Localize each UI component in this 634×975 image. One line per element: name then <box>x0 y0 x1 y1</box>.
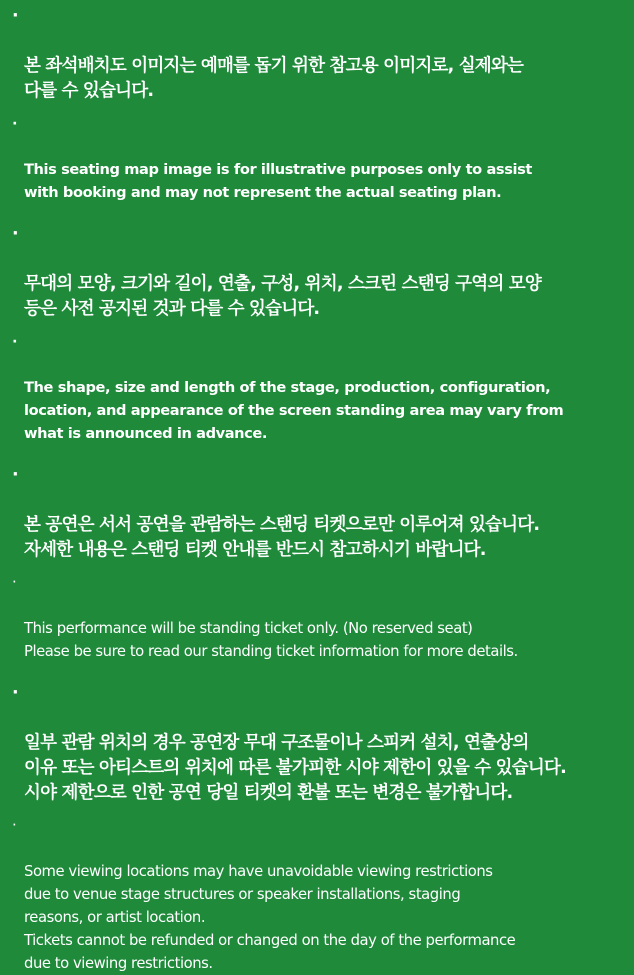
bullet: · <box>12 465 18 485</box>
notice-stage-en <box>12 330 624 445</box>
notice-seating-ko <box>12 4 624 104</box>
notice-standing-en <box>12 571 624 663</box>
notice-text: This seating map image is for illustrative purposes only to assist with booking and may not represent the actual seating plan. <box>24 161 532 201</box>
bullet: · <box>12 115 18 132</box>
notice-text: 무대의 모양, 크기와 길이, 연출, 구성, 위치, 스크린 스탠딩 구역의 모양 등은 사전 공지된 것과 다를 수 있습니다. <box>24 274 541 319</box>
bullet: · <box>12 817 17 834</box>
bullet: · <box>12 574 17 591</box>
notice-text: 본 공연은 서서 공연을 관람하는 스탠딩 티켓으로만 이루어져 있습니다. 자세한 내용은 스탠딩 티켓 안내를 반드시 참고하시기 바랍니다. <box>24 515 540 560</box>
bullet: · <box>12 333 18 350</box>
notice-stage-ko <box>12 222 624 322</box>
bullet: · <box>12 683 18 703</box>
notice-text: This performance will be standing ticket only. (No reserved seat) Please be sure to read our standing ticket information for more details. <box>24 620 518 660</box>
notice-text: Some viewing locations may have unavoidable viewing restrictions due to venue stage structures or speaker installations, staging reasons, or artist location. Tickets cannot be refunded or changed on the day of the performance due to viewing restrictions. <box>24 863 516 972</box>
notice-text: The shape, size and length of the stage, production, configuration, location, and appearance of the screen standing area may vary from what is announced in advance. <box>24 379 564 442</box>
notice-standing-ko <box>12 463 624 563</box>
notice-text: 일부 관람 위치의 경우 공연장 무대 구조물이나 스피커 설치, 연출상의 이유 또는 아티스트의 위치에 따른 불가피한 시야 제한이 있을 수 있습니다. 시야 제한으로 인한 공연 당일 티켓의 환불 또는 변경은 불가합니다. <box>24 733 566 803</box>
notice-text: 본 좌석배치도 이미지는 예매를 돕기 위한 참고용 이미지로, 실제와는 다를 수 있습니다. <box>24 56 524 101</box>
bullet: · <box>12 6 18 26</box>
notice-viewing-ko <box>12 681 624 806</box>
notice-viewing-en <box>12 814 624 975</box>
notice-seating-en <box>12 112 624 204</box>
bullet: · <box>12 224 18 244</box>
